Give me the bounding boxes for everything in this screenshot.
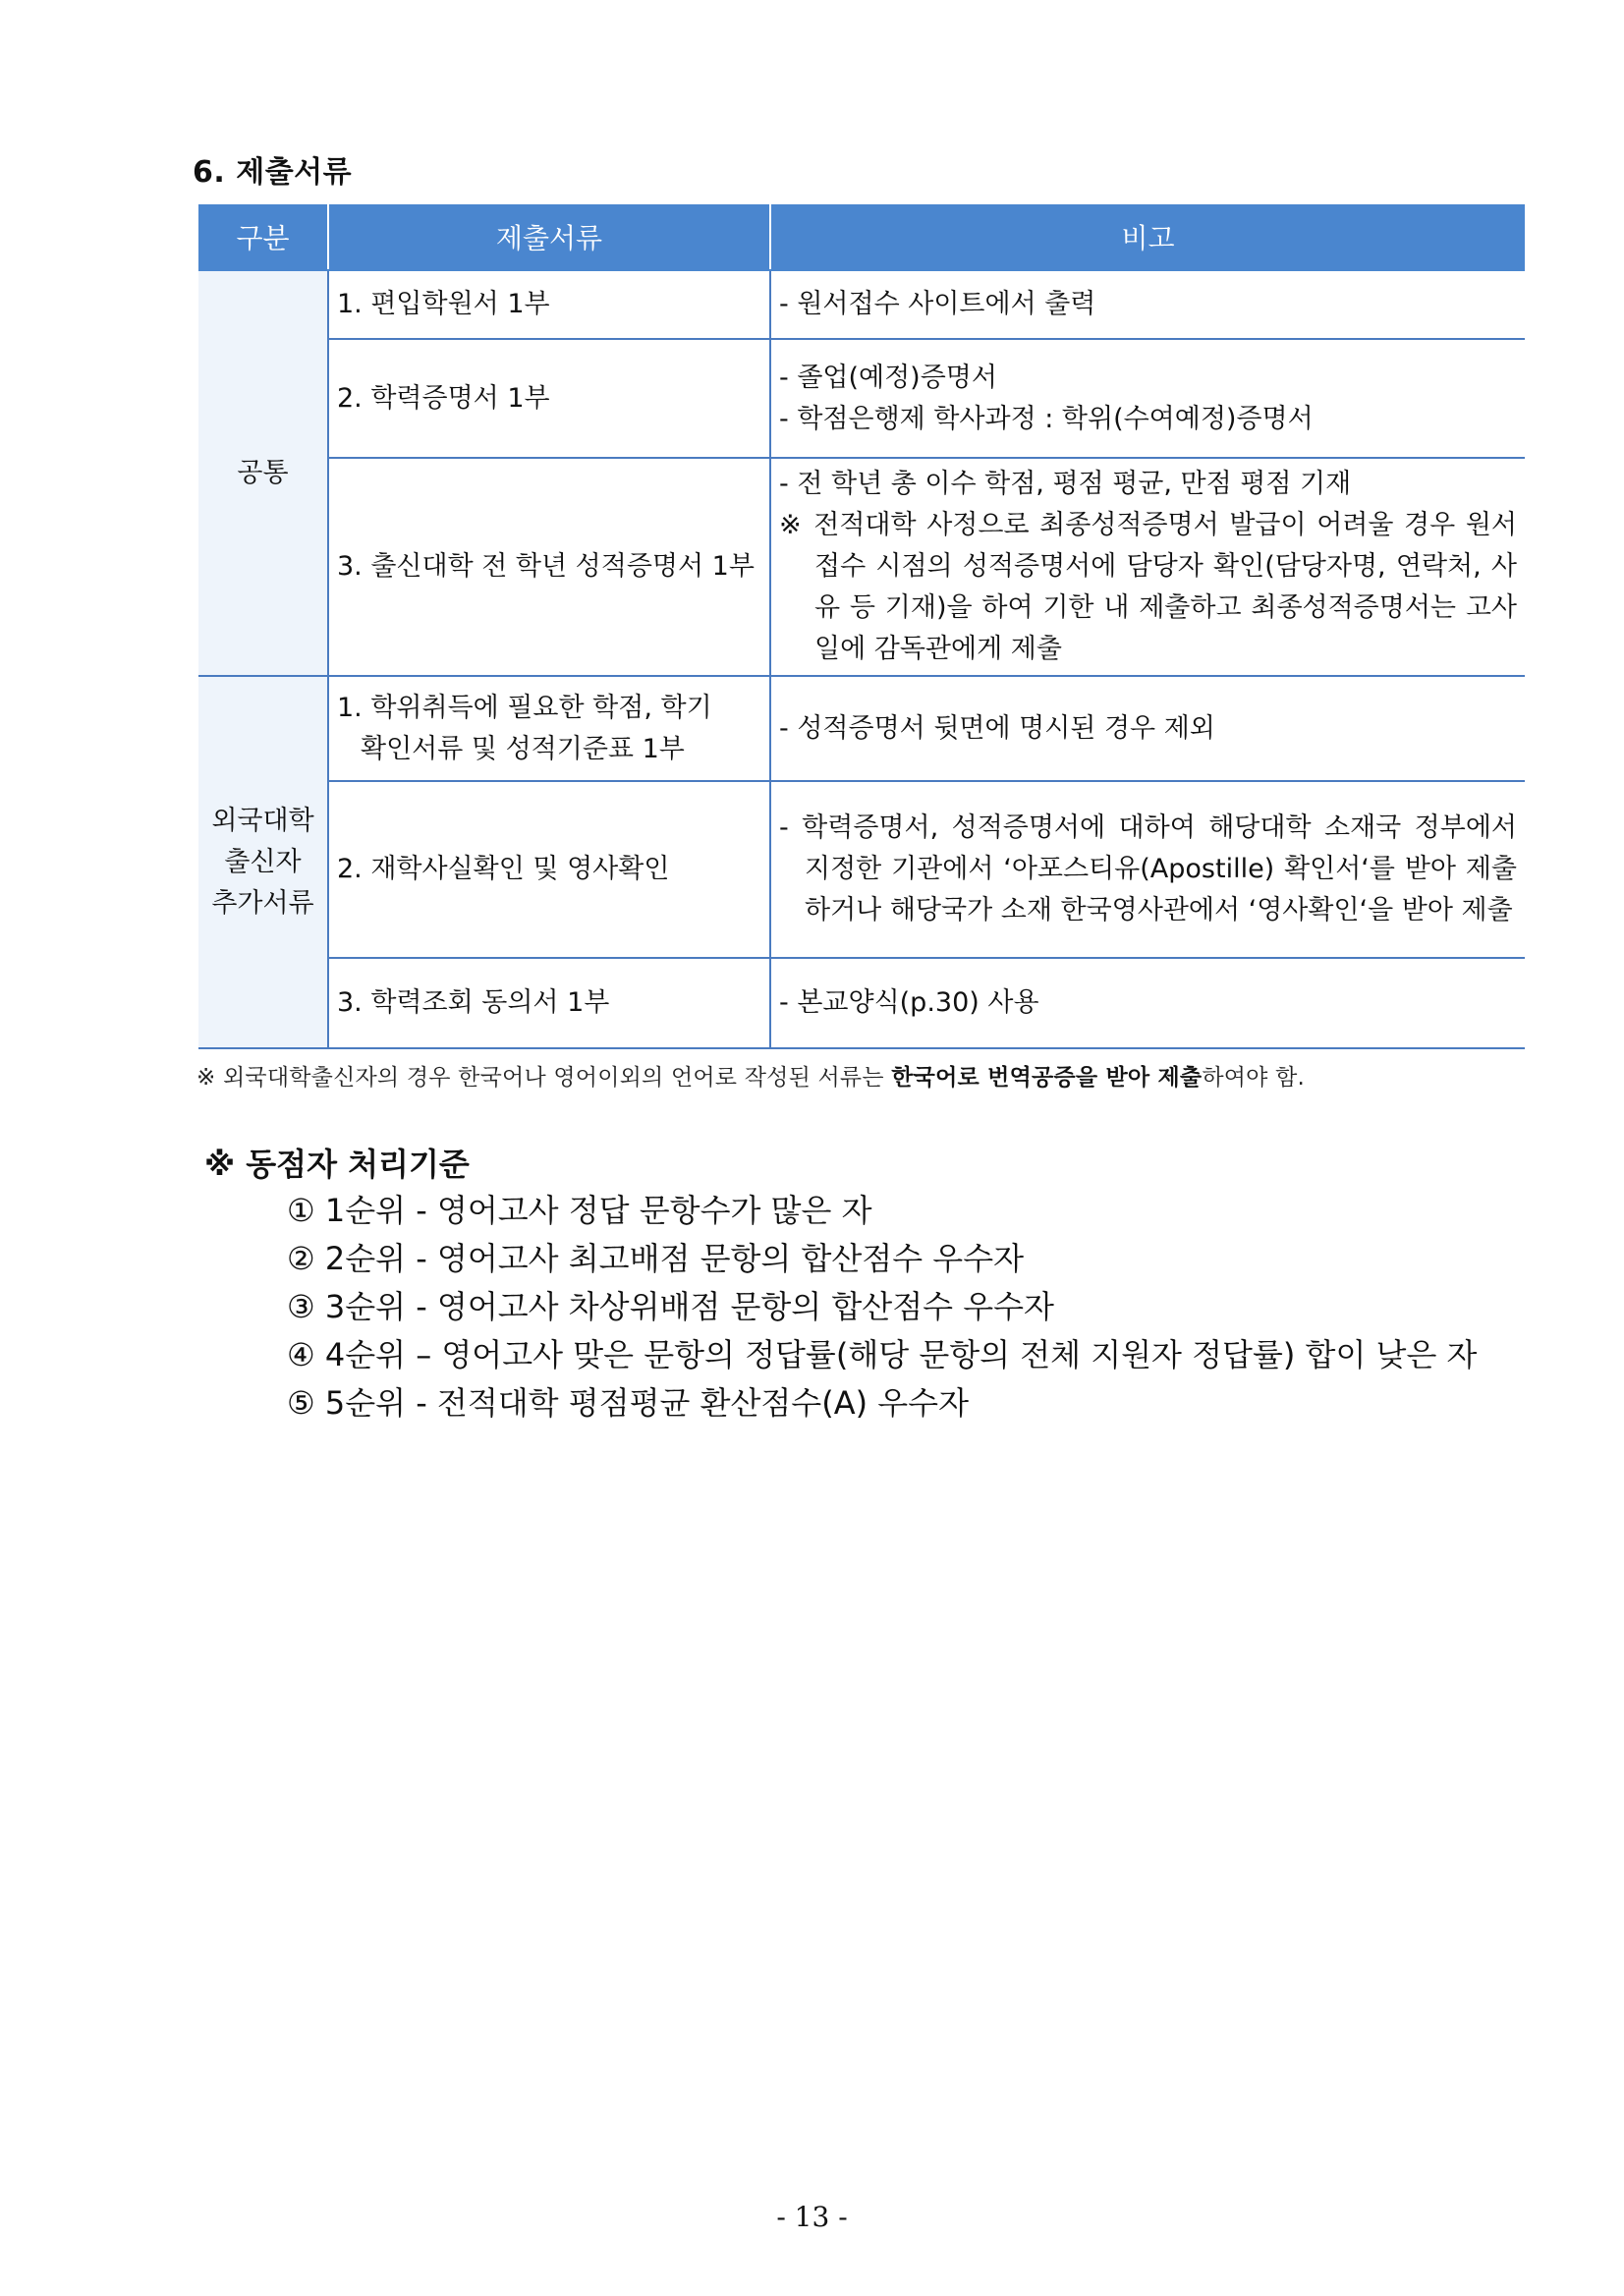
document-cell (328, 339, 770, 458)
remark-line: - 전 학년 총 이수 학점, 평점 평균, 만점 평점 기재 (779, 469, 1352, 499)
table-row (198, 781, 1525, 958)
note-emphasis: 한국어로 번역공증을 받아 제출 (891, 1065, 1203, 1091)
tiebreak-title: ※ 동점자 처리기준 (204, 1146, 470, 1183)
document-label: 1. 편입학원서 1부 (337, 289, 550, 319)
tiebreak-item: ① 1순위 - 영어고사 정답 문항수가 많은 자 (287, 1192, 872, 1229)
tiebreak-item: ⑤ 5순위 - 전적대학 평점평균 환산점수(A) 우수자 (287, 1384, 969, 1422)
remark-line: - 성적증명서 뒷면에 명시된 경우 제외 (779, 712, 1215, 744)
category-cell (198, 270, 328, 676)
table-row (198, 958, 1525, 1048)
category-cell (198, 676, 328, 1048)
remark-line: - 학력증명서, 성적증명서에 대하여 해당대학 소재국 정부에서 지정한 기관에서 ‘아포스티유(Apostille) 확인서‘를 받아 제출하거나 해당국가 소재 한국영사관에서 ‘영사확인‘을 받아 제출 (779, 812, 1517, 925)
header-document: 제출서류 (328, 204, 770, 270)
document-cell (328, 270, 770, 339)
tiebreak-item: ② 2순위 - 영어고사 최고배점 문항의 합산점수 우수자 (287, 1240, 1025, 1277)
category-label: 공통 (237, 457, 289, 488)
note-suffix: 하여야 함. (1202, 1065, 1306, 1091)
remark-line: - 본교양식(p.30) 사용 (779, 987, 1039, 1018)
remarks-cell (770, 270, 1525, 339)
document-cell (328, 781, 770, 958)
table-row (198, 676, 1525, 781)
header-category: 구분 (198, 204, 328, 270)
category-label: 외국대학 (211, 805, 314, 836)
document-label: 3. 학력조회 동의서 1부 (337, 987, 610, 1018)
document-label: 확인서류 및 성적기준표 1부 (361, 733, 685, 764)
remark-line: - 학점은행제 학사과정 : 학위(수여예정)증명서 (779, 403, 1314, 434)
remarks-cell (770, 339, 1525, 458)
table-row (198, 458, 1525, 676)
remark-line: - 원서접수 사이트에서 출력 (779, 289, 1096, 319)
tiebreak-list (287, 1187, 1477, 1428)
tiebreak-item: ④ 4순위 – 영어고사 맞은 문항의 정답률(해당 문항의 전체 지원자 정답률) 합이 낮은 자 (287, 1336, 1478, 1373)
document-label: 2. 학력증명서 1부 (337, 382, 550, 414)
remarks-cell (770, 958, 1525, 1048)
remarks-cell (770, 781, 1525, 958)
section-title: 6. 제출서류 (193, 155, 353, 190)
document-cell (328, 676, 770, 781)
table-row (198, 270, 1525, 339)
documents-table (198, 204, 1525, 1049)
header-remarks: 비고 (770, 204, 1525, 270)
remarks-cell (770, 458, 1525, 676)
document-label: 3. 출신대학 전 학년 성적증명서 1부 (337, 551, 755, 582)
document-label: 2. 재학사실확인 및 영사확인 (337, 854, 670, 884)
document-cell (328, 458, 770, 676)
table-row (198, 339, 1525, 458)
category-label: 출신자 (224, 846, 302, 877)
table-header-row (198, 204, 1525, 270)
remark-note: ※ 전적대학 사정으로 최종성적증명서 발급이 어려울 경우 원서접수 시점의 성적증명서에 담당자 확인(담당자명, 연락처, 사유 등 기재)을 하여 기한 내 제출하고 최종성적증명서는 고사일에 감독관에게 제출 (779, 510, 1517, 664)
document-label: 1. 학위취득에 필요한 학점, 학기 (337, 692, 712, 723)
note-prefix: ※ 외국대학출신자의 경우 한국어나 영어이외의 언어로 작성된 서류는 (196, 1065, 892, 1091)
page-number: - 13 - (776, 2201, 848, 2233)
remark-line: - 졸업(예정)증명서 (779, 362, 997, 393)
foreign-docs-note (196, 1059, 1305, 1092)
category-label: 추가서류 (211, 887, 314, 919)
remarks-cell (770, 676, 1525, 781)
document-cell (328, 958, 770, 1048)
tiebreak-item: ③ 3순위 - 영어고사 차상위배점 문항의 합산점수 우수자 (287, 1288, 1054, 1325)
